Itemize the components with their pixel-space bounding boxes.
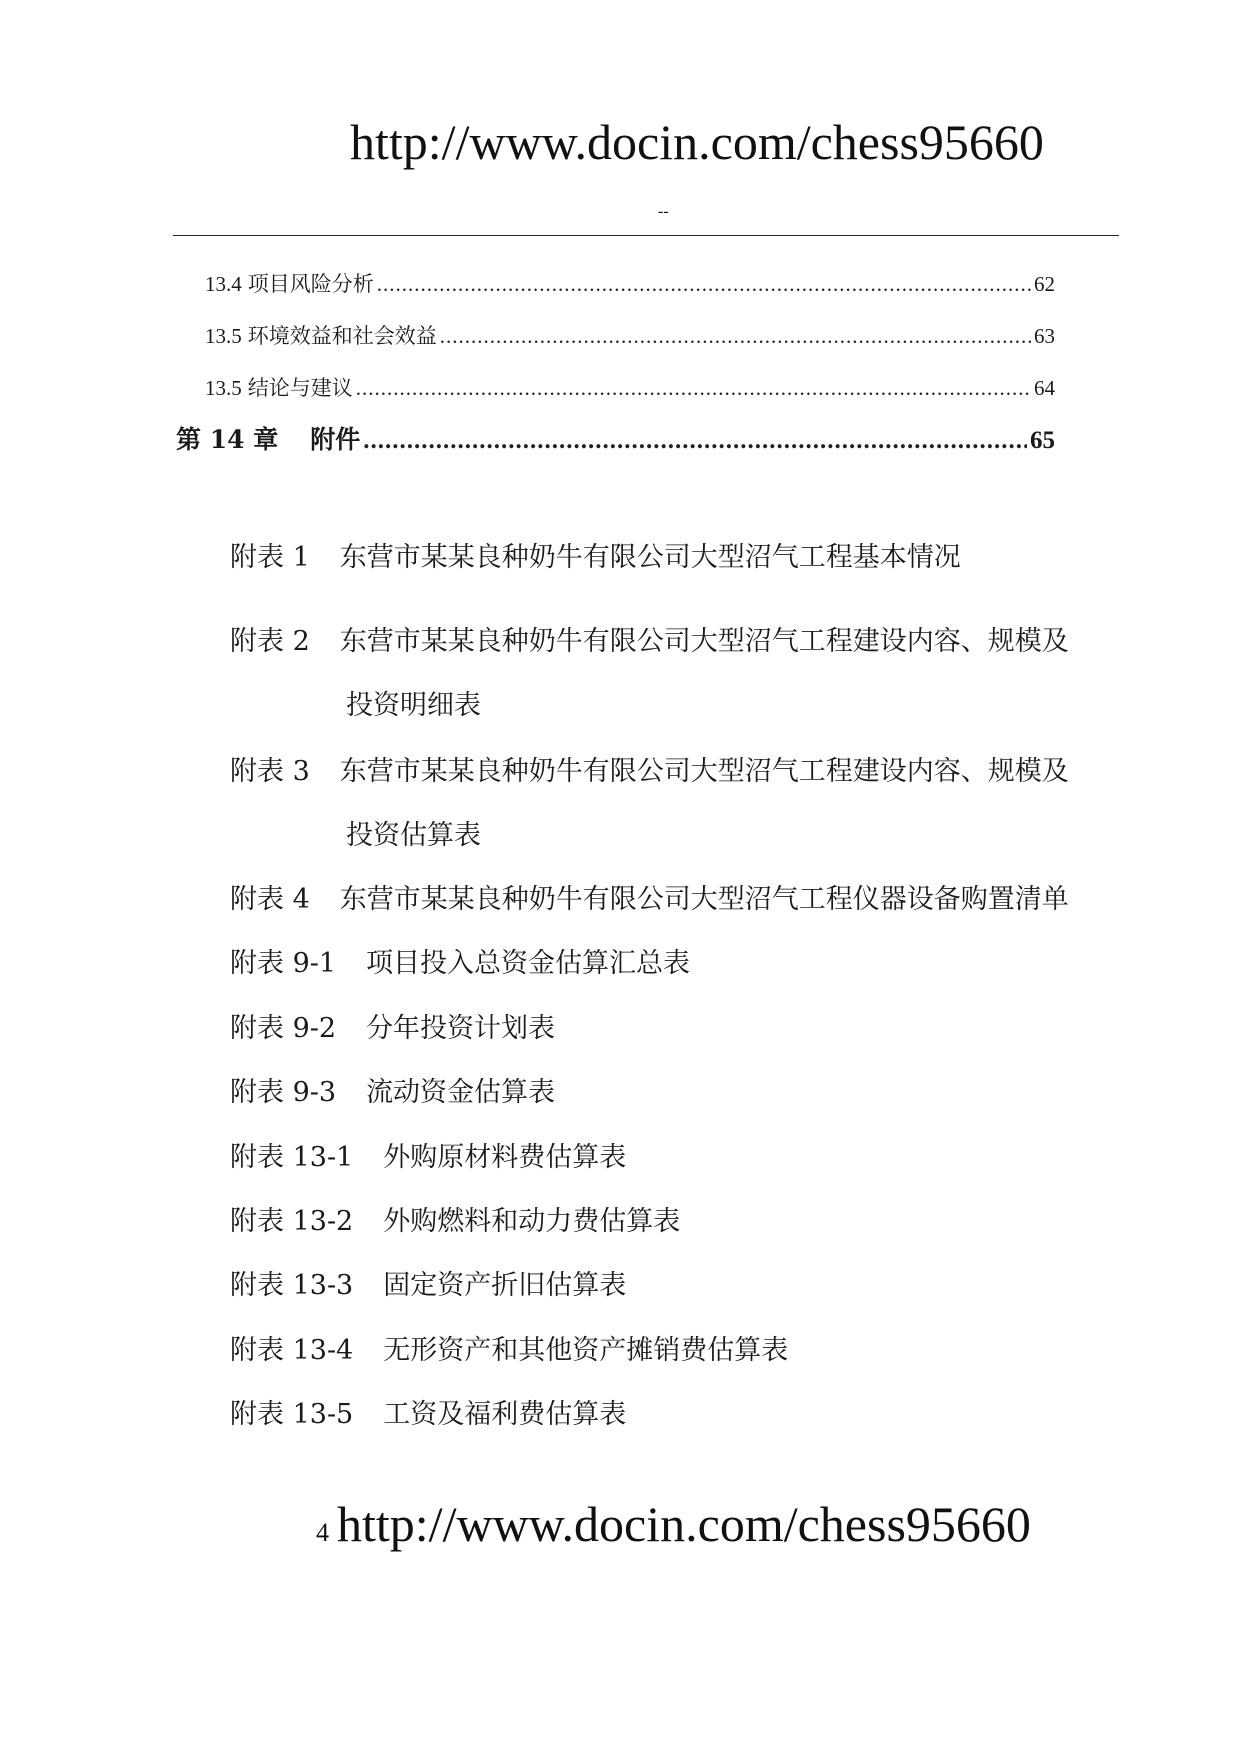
toc-chapter-page: 65 (1030, 427, 1055, 454)
toc-entry[interactable] (205, 320, 1055, 352)
appendix-item (230, 1331, 788, 1371)
toc-entry-number: 13.4 (205, 272, 242, 296)
appendix-title: 东营市某某良种奶牛有限公司大型沼气工程建设内容、规模及 (339, 626, 1069, 657)
appendix-title: 无形资产和其他资产摊销费估算表 (383, 1335, 789, 1366)
toc-entry-title: 环境效益和社会效益 (247, 324, 437, 348)
toc-entry-number: 13.5 (205, 324, 242, 348)
header-mark: -- (658, 203, 669, 220)
appendix-item (230, 1009, 555, 1049)
appendix-title: 固定资产折旧估算表 (383, 1270, 627, 1301)
header-url: http://www.docin.com/chess95660 (350, 114, 1044, 170)
appendix-title-continued: 投资估算表 (346, 820, 481, 851)
toc-leader-dots (440, 324, 1031, 349)
page-footer (316, 1494, 1031, 1554)
toc-chapter-title: 附件 (310, 425, 361, 454)
header-rule (173, 235, 1119, 236)
appendix-title: 外购原材料费估算表 (383, 1142, 627, 1173)
appendix-title: 流动资金估算表 (366, 1077, 556, 1108)
appendix-title: 工资及福利费估算表 (383, 1399, 627, 1430)
appendix-label: 附表 1 (230, 542, 310, 573)
toc-entry-page: 64 (1034, 376, 1055, 400)
appendix-label: 附表 13-1 (230, 1142, 354, 1173)
appendix-title: 东营市某某良种奶牛有限公司大型沼气工程基本情况 (339, 542, 961, 573)
appendix-label: 附表 9-1 (230, 948, 337, 979)
toc-entry-number: 13.5 (205, 376, 242, 400)
appendix-item (230, 538, 961, 578)
toc-chapter-label: 第 14 章 (176, 425, 279, 454)
appendix-title: 分年投资计划表 (366, 1013, 556, 1044)
appendix-label: 附表 13-2 (230, 1206, 354, 1237)
page-number: 4 (316, 1518, 329, 1547)
appendix-item (230, 944, 690, 984)
appendix-item (230, 1073, 555, 1113)
appendix-title-continued: 投资明细表 (346, 690, 481, 721)
toc-entry-title: 结论与建议 (247, 376, 353, 400)
appendix-label: 附表 2 (230, 626, 310, 657)
toc-entry-page: 63 (1034, 324, 1055, 348)
appendix-title: 东营市某某良种奶牛有限公司大型沼气工程仪器设备购置清单 (339, 884, 1069, 915)
footer-url: http://www.docin.com/chess95660 (337, 1496, 1031, 1552)
appendix-label: 附表 13-5 (230, 1399, 354, 1430)
appendix-item (230, 1138, 626, 1178)
toc-leader-dots (377, 272, 1031, 297)
toc-leader-dots (363, 427, 1027, 455)
appendix-item (230, 1395, 626, 1435)
appendix-item (230, 1202, 680, 1242)
appendix-label: 附表 9-3 (230, 1077, 337, 1108)
toc-chapter-entry[interactable] (176, 420, 1055, 456)
toc-entry[interactable] (205, 372, 1055, 404)
appendix-label: 附表 13-4 (230, 1335, 354, 1366)
appendix-label: 附表 4 (230, 884, 310, 915)
toc-leader-dots (356, 376, 1031, 401)
appendix-title: 东营市某某良种奶牛有限公司大型沼气工程建设内容、规模及 (339, 756, 1069, 787)
appendix-label: 附表 9-2 (230, 1013, 337, 1044)
appendix-title: 项目投入总资金估算汇总表 (366, 948, 691, 979)
appendix-label: 附表 13-3 (230, 1270, 354, 1301)
appendix-label: 附表 3 (230, 756, 310, 787)
appendix-item (230, 622, 1069, 721)
toc-entry[interactable] (205, 268, 1055, 300)
appendix-item (230, 1266, 626, 1306)
toc-entry-title: 项目风险分析 (247, 272, 374, 296)
appendix-title: 外购燃料和动力费估算表 (383, 1206, 681, 1237)
appendix-item (230, 752, 1069, 851)
appendix-item (230, 880, 1069, 920)
toc-entry-page: 62 (1034, 272, 1055, 296)
